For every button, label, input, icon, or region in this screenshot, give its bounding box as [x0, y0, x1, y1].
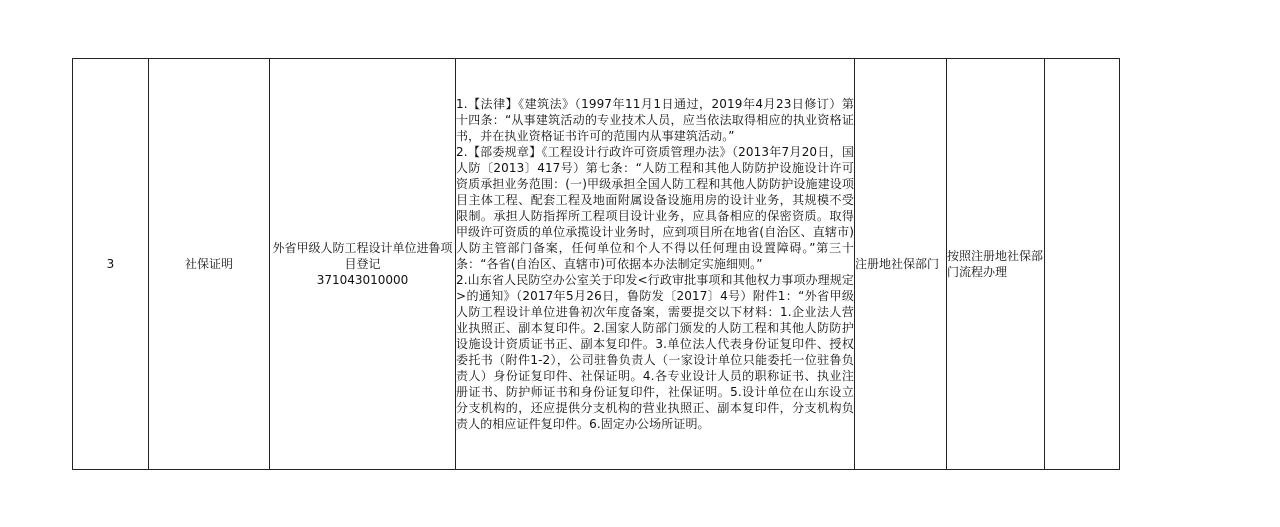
- note-cell: [1045, 59, 1120, 470]
- legal-basis-3: 2.山东省人民防空办公室关于印发<行政审批事项和其他权力事项办理规定>的通知》（2017年5月26日，鲁防发〔2017〕4号）附件1：“外省甲级人防工程设计单位进鲁初次年度备案，需要提交以下材料：1.企业法人营业执照正、副本复印件。2.国家人防部门颁发的人防工程和其他人防防护设施设计资质证书正、副本复印件。3.单位法人代表身份证复印件、授权委托书（附件1-2），公司驻鲁负责人（一家设计单位只能委托一位驻鲁负责人）身份证复印件、社保证明。4.各专业设计人员的职称证书、执业注册证书、防护师证书和身份证复印件，社保证明。5.设计单位在山东设立分支机构的，还应提供分支机构的营业执照正、副本复印件，分支机构负责人的相应证件复印件。6.固定办公场所证明。: [456, 273, 854, 431]
- material-name: 社保证明: [149, 59, 270, 470]
- item-cell: [270, 59, 456, 470]
- issuing-department: 注册地社保部门: [855, 59, 947, 470]
- legal-basis-1: 1.【法律】《建筑法》（1997年11月1日通过，2019年4月23日修订）第十四条：“从事建筑活动的专业技术人员，应当依法取得相应的执业资格证书，并在执业资格证书许可的范围内从事建筑活动。”: [456, 97, 854, 143]
- item-name: 外省甲级人防工程设计单位进鲁项目登记: [272, 241, 453, 271]
- row-number: 3: [73, 59, 149, 470]
- item-code: 371043010000: [316, 273, 409, 287]
- handling-method: 按照注册地社保部门流程办理: [947, 59, 1045, 470]
- legal-basis-2: 2.【部委规章】《工程设计行政许可资质管理办法》（2013年7月20日，国人防〔2013〕417号）第七条：“人防工程和其他人防防护设施设计许可资质承担业务范围：(一)甲级承担全国人防工程和其他人防防护设施建设项目主体工程、配套工程及地面附属设备设施用房的设计业务，其规模不受限制。承担人防指挥所工程项目设计业务，应具备相应的保密资质。取得甲级许可资质的单位承揽设计业务时，应到项目所在地省(自治区、直辖市)人防主管部门备案，任何单位和个人不得以任何理由设置障碍。”第三十条：“各省(自治区、直辖市)可依据本办法制定实施细则。”: [456, 145, 854, 271]
- materials-table: [72, 58, 1120, 470]
- legal-basis-cell: [456, 59, 855, 470]
- table-row: [73, 59, 1120, 470]
